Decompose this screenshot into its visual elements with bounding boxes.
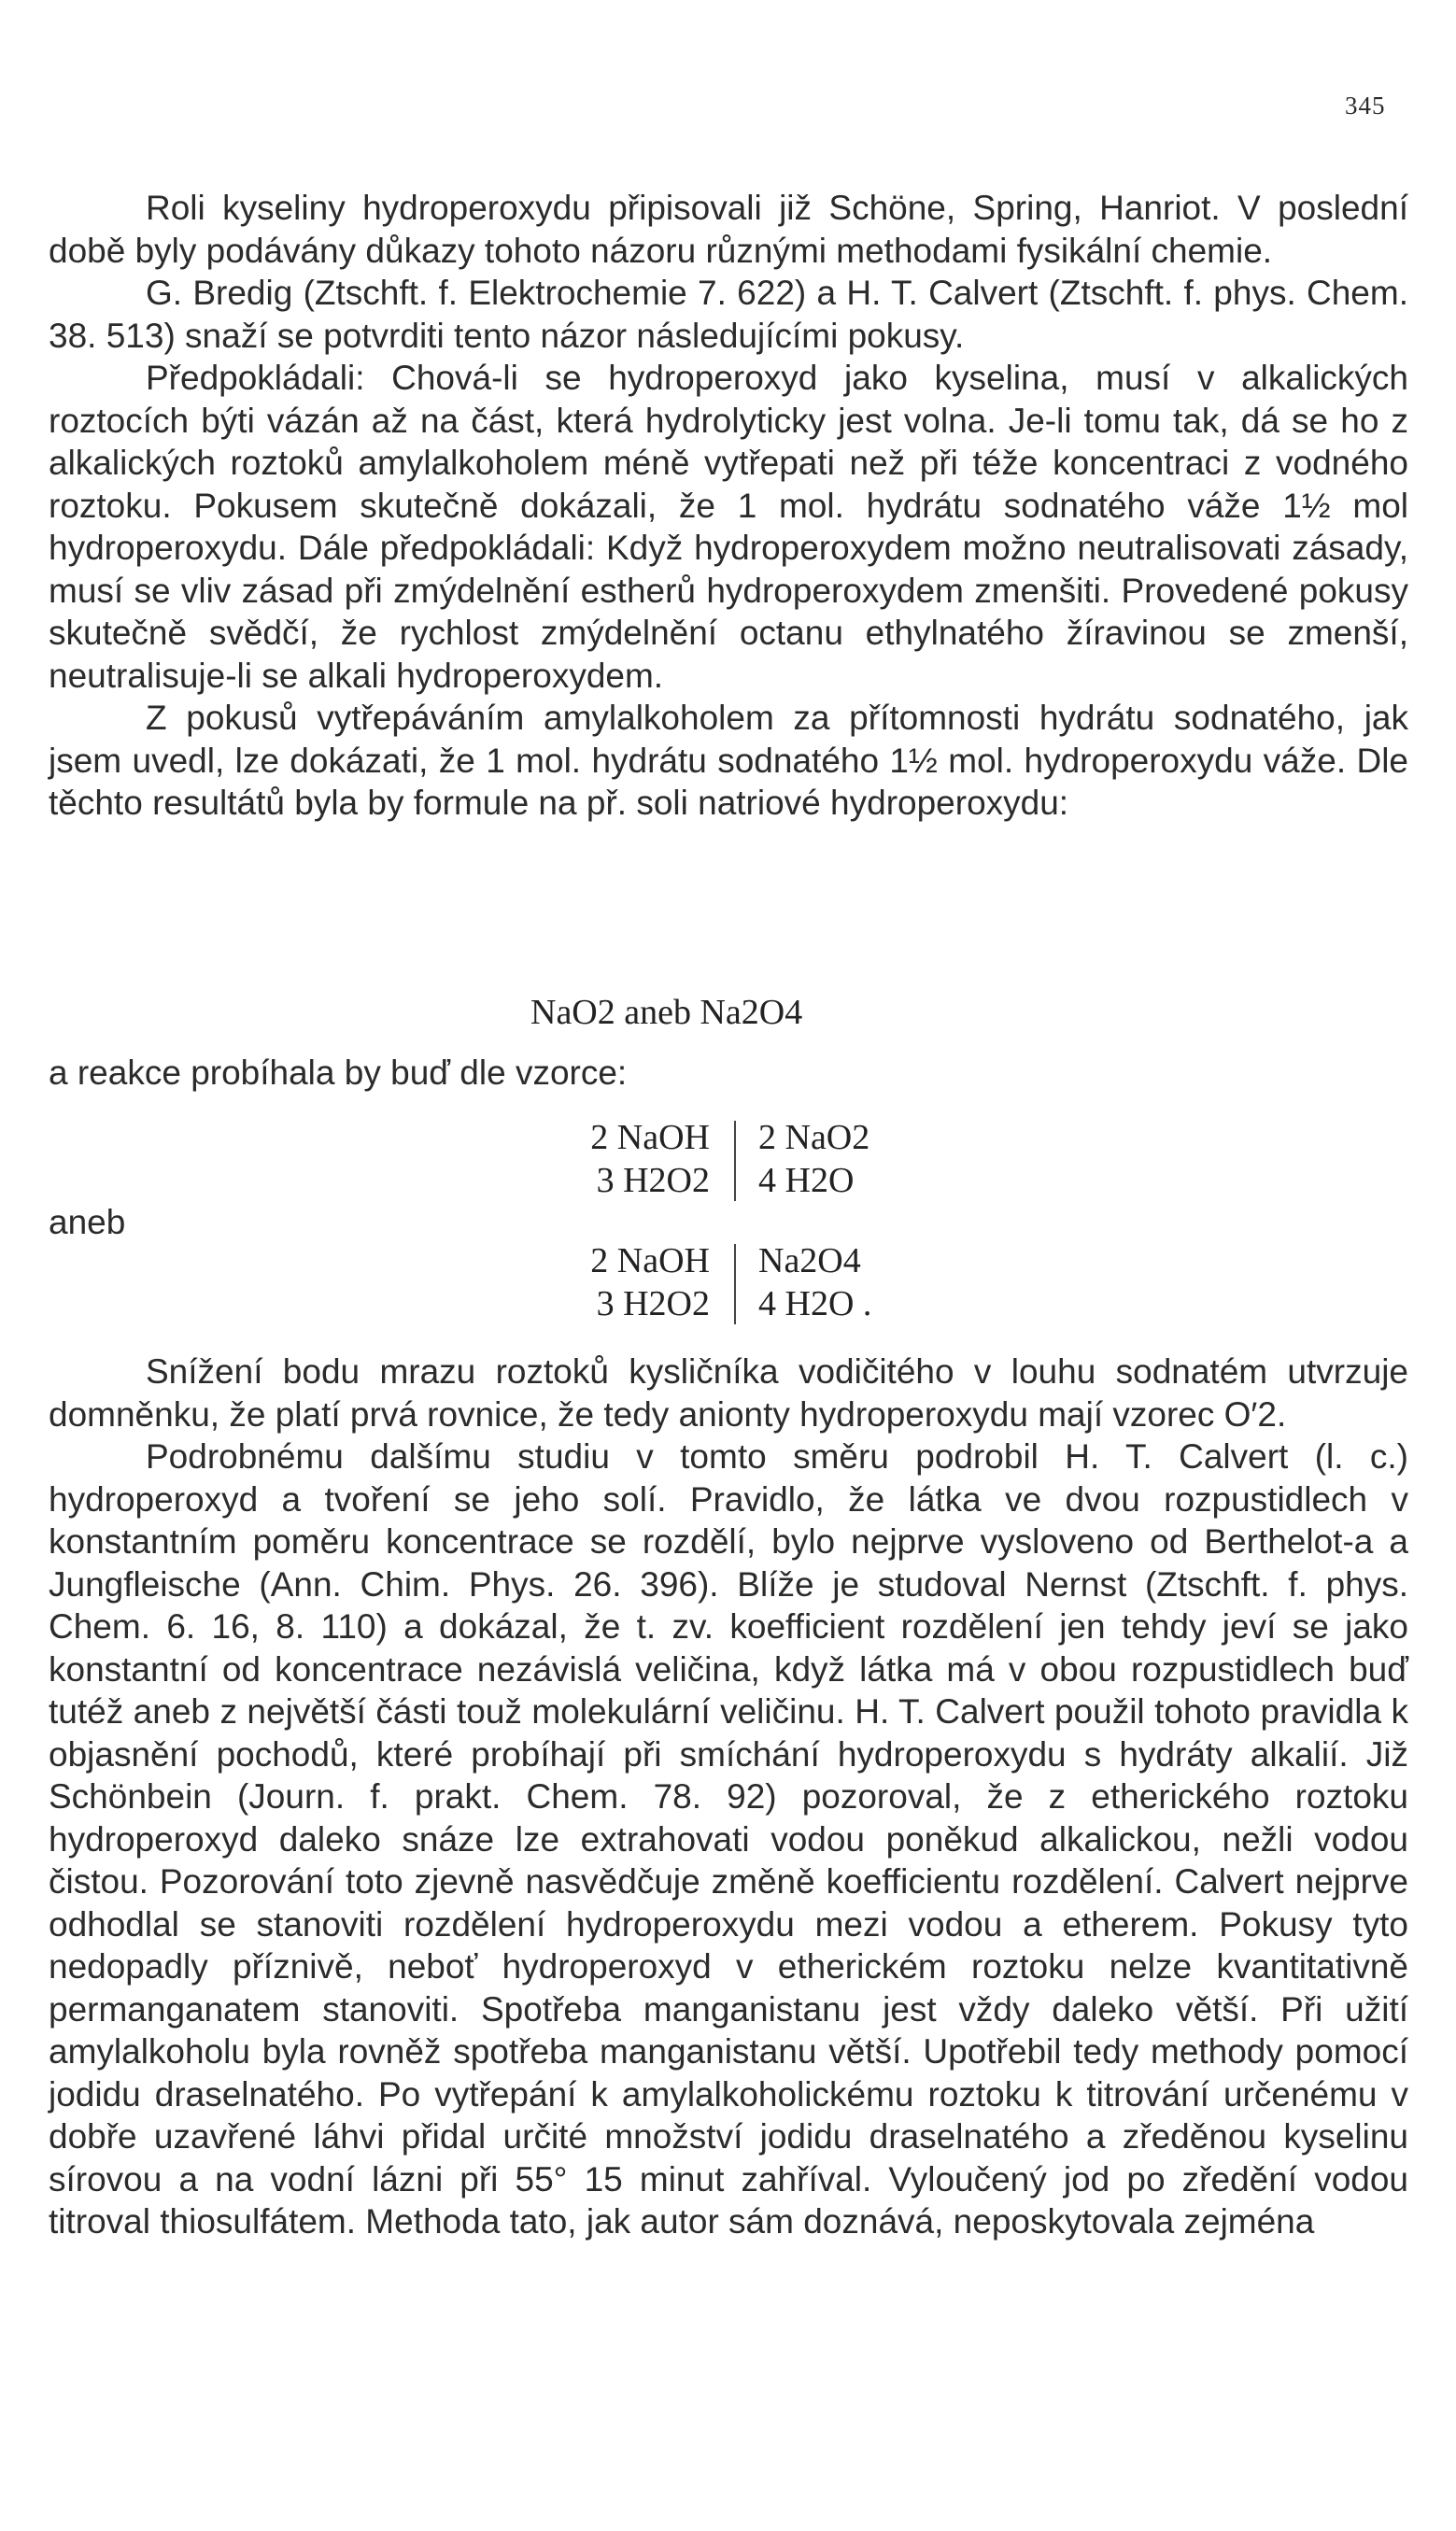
reaction2-right-top: Na2O4 xyxy=(758,1241,861,1280)
paragraph-1: Roli kyseliny hydroperoxydu připisovali již Schöne, Spring, Hanriot. V poslední době byly podávány důkazy tohoto názoru různými methodami fysikální chemie. xyxy=(49,189,1408,270)
paragraph-5: Snížení bodu mrazu roztoků kysličníka vodičitého v louhu sodnatém utvrzuje domněnku, že platí prvá rovnice, že tedy anionty hydroperoxydu mají vzorec O′2. xyxy=(49,1352,1408,1434)
reaction1-left-top: 2 NaOH xyxy=(590,1118,710,1157)
paragraph-3: Předpokládali: Chová-li se hydroperoxyd jako kyselina, musí v alkalických roztocích býti vázán až na část, která hydrolyticky jest volna. Je-li tomu tak, dá se ho z alkalických roztoků amylalkoholem méně vytřepati než při téže koncentraci z vodného roztoku. Pokusem skutečně dokázali, že 1 mol. hydrátu sodnatého váže 1½ mol hydroperoxydu. Dále předpokládali: Když hydroperoxydem možno neutralisovati zásady, musí se vliv zásad při zmýdelnění estherů hydroperoxydem zmenšiti. Provedené pokusy skutečně svědčí, že rychlost zmýdelnění octanu ethylnatého žíravinou se zmenší, neutralisuje-li se alkali hydroperoxydem. xyxy=(49,359,1408,695)
formula-salt: NaO2 aneb Na2O4 xyxy=(530,993,803,1032)
reaction1-right-top: 2 NaO2 xyxy=(758,1118,870,1157)
reaction-intro: a reakce probíhala by buď dle vzorce: xyxy=(49,1053,628,1092)
reaction1-divider xyxy=(734,1121,736,1201)
reaction2-left-top: 2 NaOH xyxy=(590,1241,710,1280)
paragraph-6: Podrobnému dalšímu studiu v tomto směru podrobil H. T. Calvert (l. c.) hydroperoxyd a tvoření se jeho solí. Pravidlo, že látka ve dvou rozpustidlech v konstantním poměru koncentrace se rozdělí, bylo nejprve vysloveno od Berthelot-a a Jungfleische (Ann. Chim. Phys. 26. 396). Blíže je studoval Nernst (Ztschft. f. phys. Chem. 6. 16, 8. 110) a dokázal, že t. zv. koefficient rozdělení jen tehdy jeví se jako konstantní od koncentrace nezávislá veličina, když látka má v obou rozpustidlech buď tutéž aneb z největší části touž molekulární veličinu. H. T. Calvert použil tohoto pravidla k objasnění pochodů, které probíhají při smíchání hydroperoxydu s hydráty alkalií. Již Schönbein (Journ. f. prakt. Chem. 78. 92) pozoroval, že z etherického roztoku hydroperoxyd daleko snáze lze extrahovati vodou poněkud alkalickou, nežli vodou čistou. Pozorování toto zjevně nasvědčuje změně koefficientu rozdělení. Calvert nejprve odhodlal se stanoviti rozdělení hydroperoxydu mezi vodou a etherem. Pokusy tyto nedopadly příznivě, neboť hydroperoxyd v etherickém roztoku nelze kvantitativně permanganatem stanoviti. Spotřeba manganistanu jest vždy daleko větší. Při užití amylalkoholu byla rovněž spotřeba manganistanu větší. Upotřebil tedy methody pomocí jodidu draselnatého. Po vytřepání k amylalkoholickému roztoku k titrování určenému v dobře uzavřené láhvi přidal určité množství jodidu draselnatého a zředěnou kyselinu sírovou a na vodní lázni při 55° 15 minut zahříval. Vyloučený jod po zředění vodou titroval thiosulfátem. Methoda tato, jak autor sám doznává, neposkytovala zejména xyxy=(49,1437,1408,2241)
text-block-top xyxy=(49,187,1408,825)
reaction2-right-bottom: 4 H2O . xyxy=(758,1284,872,1323)
reaction2-divider xyxy=(734,1244,736,1324)
page-number: 345 xyxy=(1345,92,1386,120)
aneb-label: aneb xyxy=(49,1203,126,1241)
paragraph-4: Z pokusů vytřepáváním amylalkoholem za přítomnosti hydrátu sodnatého, jak jsem uvedl, lze dokázati, že 1 mol. hydrátu sodnatého 1½ mol. hydroperoxydu váže. Dle těchto resultátů byla by formule na př. soli natriové hydroperoxydu: xyxy=(49,699,1408,822)
reaction1-left-bottom: 3 H2O2 xyxy=(596,1161,710,1200)
paragraph-2: G. Bredig (Ztschft. f. Elektrochemie 7. 622) a H. T. Calvert (Ztschft. f. phys. Chem. 38. 513) snaží se potvrditi tento názor následujícími pokusy. xyxy=(49,274,1408,355)
text-block-bottom xyxy=(49,1350,1408,2243)
reaction1-right-bottom: 4 H2O xyxy=(758,1161,855,1200)
reaction2-left-bottom: 3 H2O2 xyxy=(596,1284,710,1323)
